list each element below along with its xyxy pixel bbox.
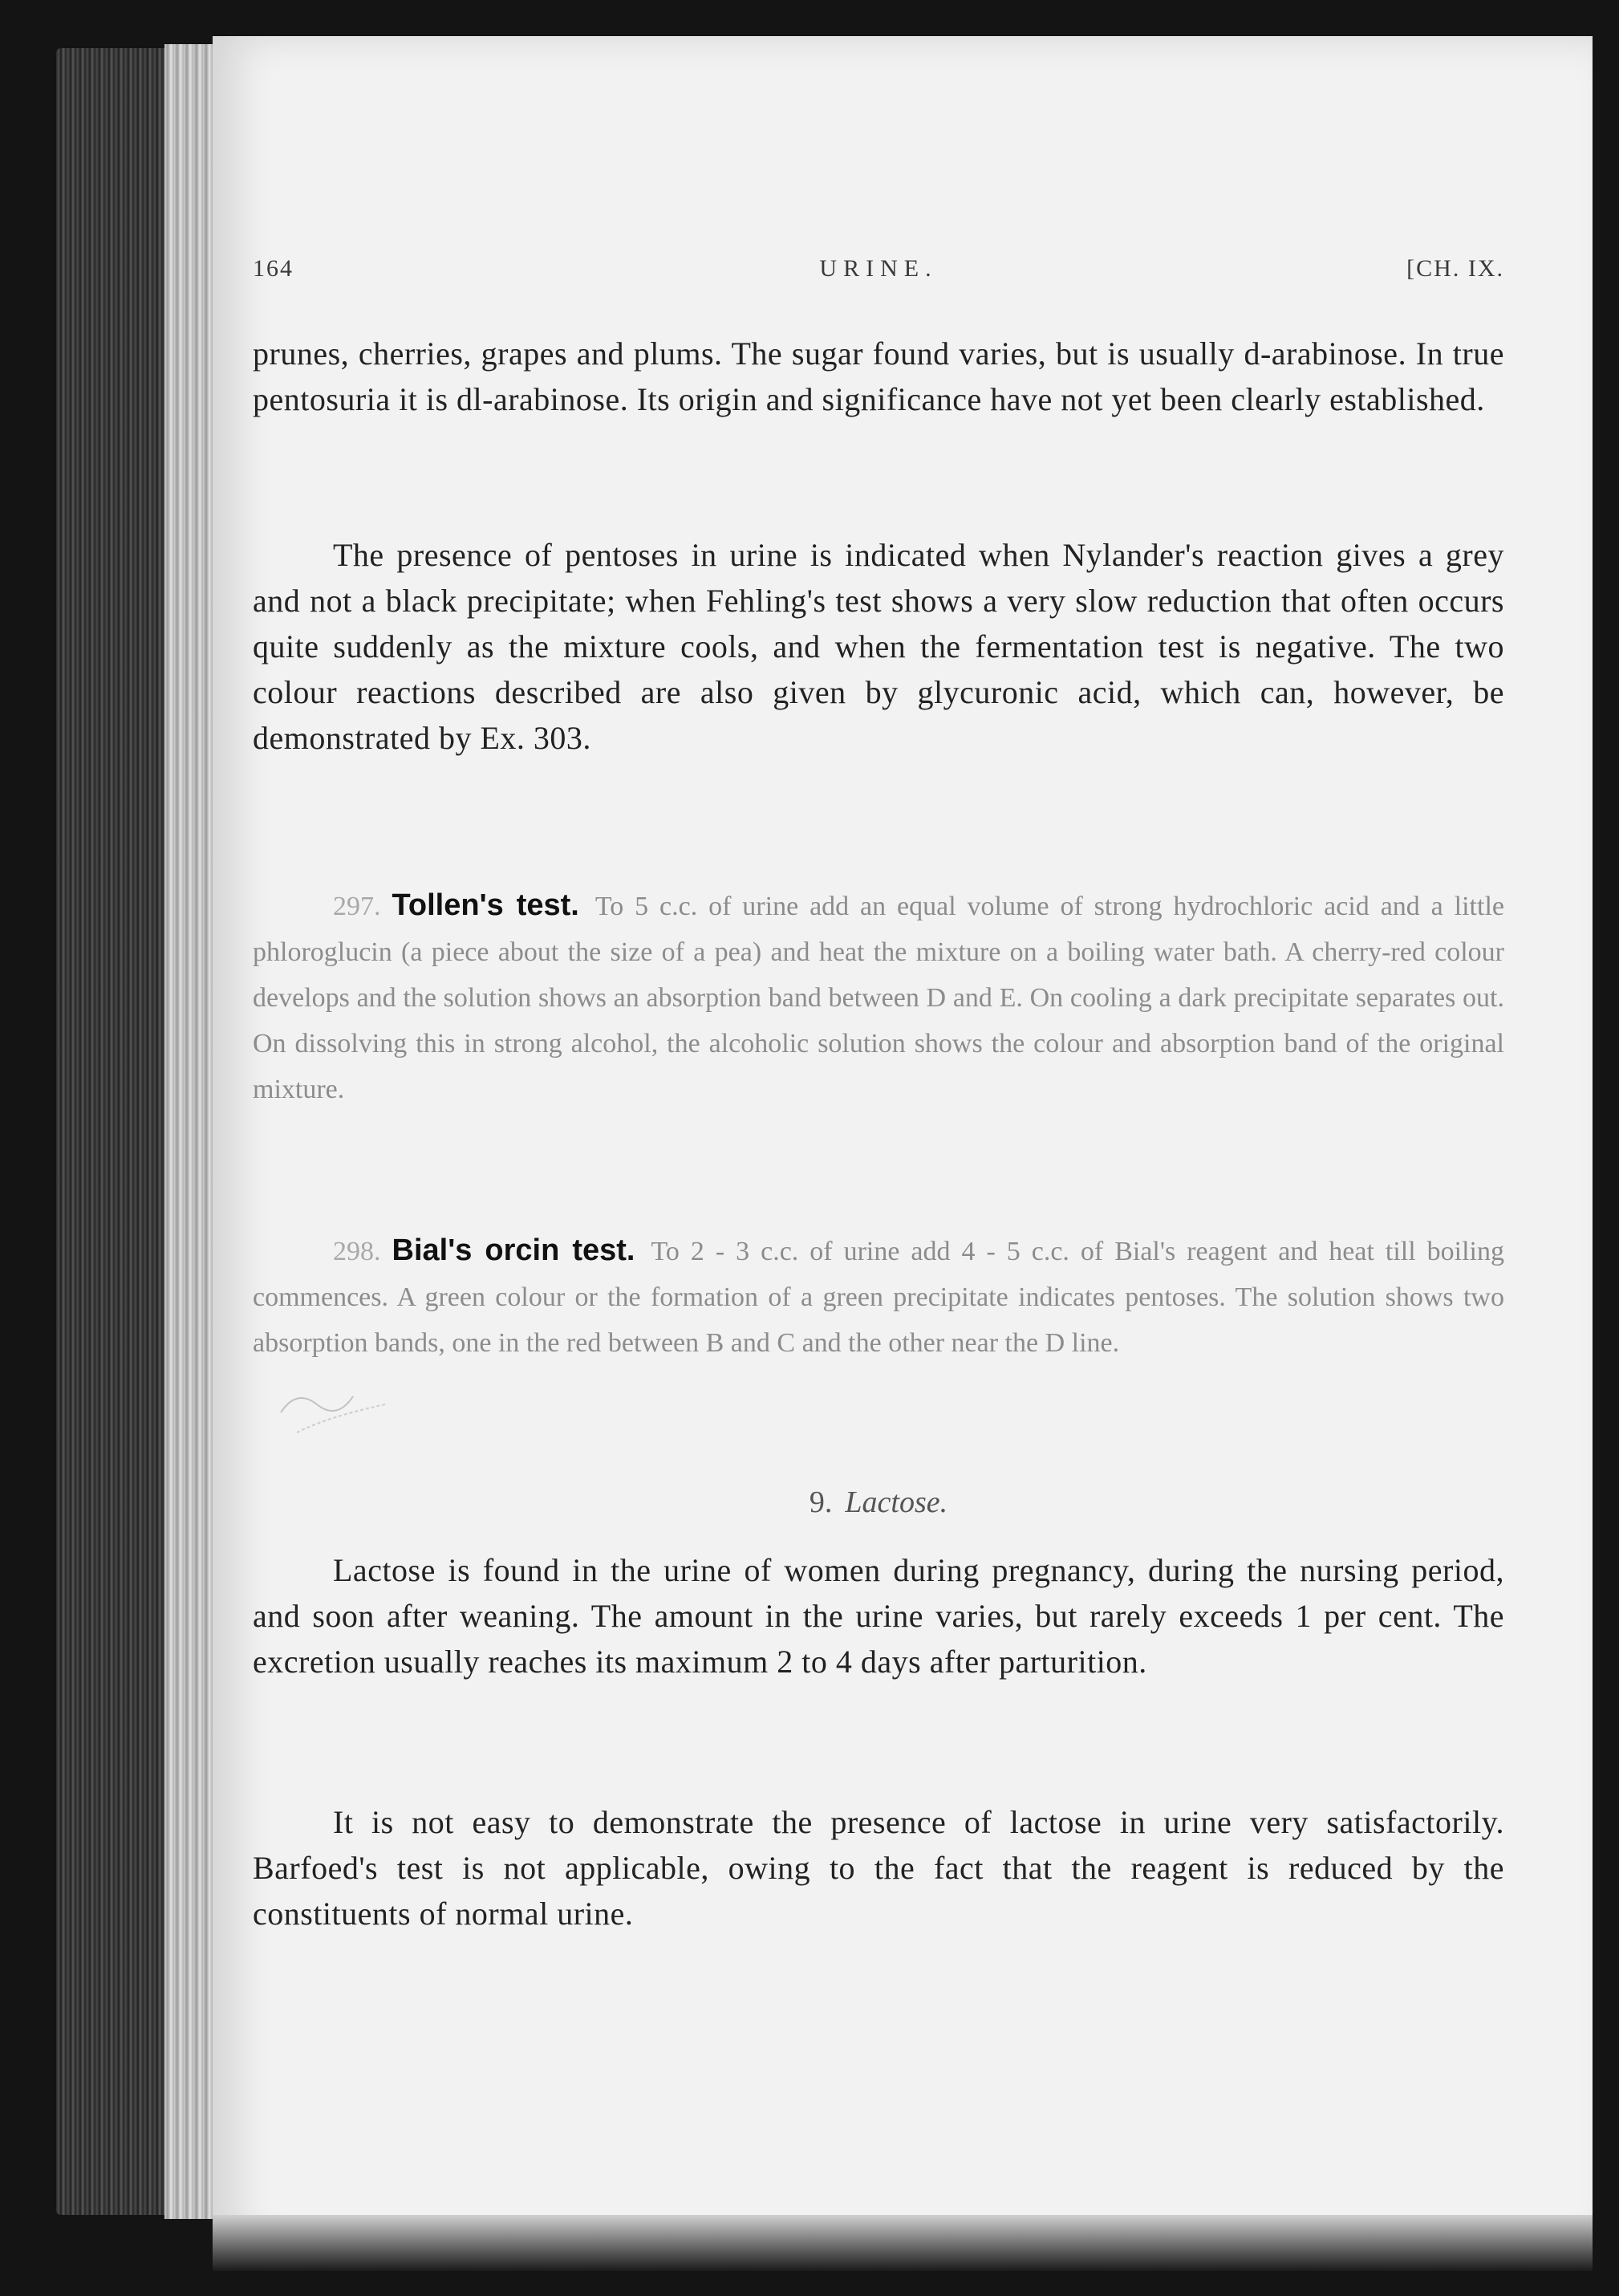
section-number: 9. xyxy=(809,1485,833,1519)
experiment-number: 297. xyxy=(333,892,381,921)
section-heading xyxy=(253,1485,1504,1520)
paragraph-text: Lactose is found in the urine of women during pregnancy, during the nursing period, and soon after weaning. The amount in the urine varies, but rarely exceeds 1 per cent. The excretion usually reaches its maximum 2 to 4 days after parturition. xyxy=(253,1552,1504,1680)
paragraph-text: It is not easy to demonstrate the presence of lactose in urine very satisfactorily. Barfoed's test is not applicable, owing to the fact that the reagent is reduced by the constituents of normal urine. xyxy=(253,1804,1504,1932)
running-title: URINE. xyxy=(819,255,938,282)
experiment-text: To 2 - 3 c.c. of urine add 4 - 5 c.c. of Bial's reagent and heat till boiling commences. A green colour or the formation of a green precipitate indicates pentoses. The solution shows two absorption bands, one in the red between B and C and the other near the D line. xyxy=(253,1237,1505,1358)
faint-stamp-mark xyxy=(273,1356,393,1445)
paragraph-pentoses-sources xyxy=(253,331,1504,422)
section-title: Lactose. xyxy=(845,1485,948,1519)
chapter-reference: [CH. IX. xyxy=(1406,255,1504,282)
experiment-text: To 5 c.c. of urine add an equal volume of strong hydrochloric acid and a little phloroglucin (a piece about the size of a pea) and heat the mixture on a boiling water bath. A cherry-red colour develops and the solution shows an absorption band between D and E. On cooling a dark precipitate separates out. On dissolving this in strong alcohol, the alcoholic solution shows the colour and absorption band of the original mixture. xyxy=(253,892,1504,1104)
paragraph-lactose-occurrence xyxy=(253,1547,1504,1684)
experiment-number: 298. xyxy=(333,1237,381,1266)
experiment-title: Bial's orcin test. xyxy=(392,1233,635,1267)
paragraph-text: prunes, cherries, grapes and plums. The sugar found varies, but is usually d-arabinose. In true pentosuria it is dl-arabinose. Its origin and significance have not yet been clearly established. xyxy=(253,335,1504,417)
running-head xyxy=(253,255,1504,295)
experiment-298 xyxy=(253,1228,1504,1366)
experiment-297 xyxy=(253,883,1504,1112)
page-number: 164 xyxy=(253,255,294,282)
paragraph-text: The presence of pentoses in urine is indicated when Nylander's reaction gives a grey and not a black precipitate; when Fehling's test shows a very slow reduction that often occurs quite suddenly as the mixture cools, and when the fermentation test is negative. The two colour reactions described are also given by glycuronic acid, which can, however, be demonstrated by Ex. 303. xyxy=(253,537,1504,756)
experiment-title: Tollen's test. xyxy=(392,888,579,922)
paragraph-lactose-demonstration xyxy=(253,1799,1504,1936)
paragraph-pentoses-detection xyxy=(253,532,1504,761)
page-bottom-shadow xyxy=(213,2215,1593,2271)
